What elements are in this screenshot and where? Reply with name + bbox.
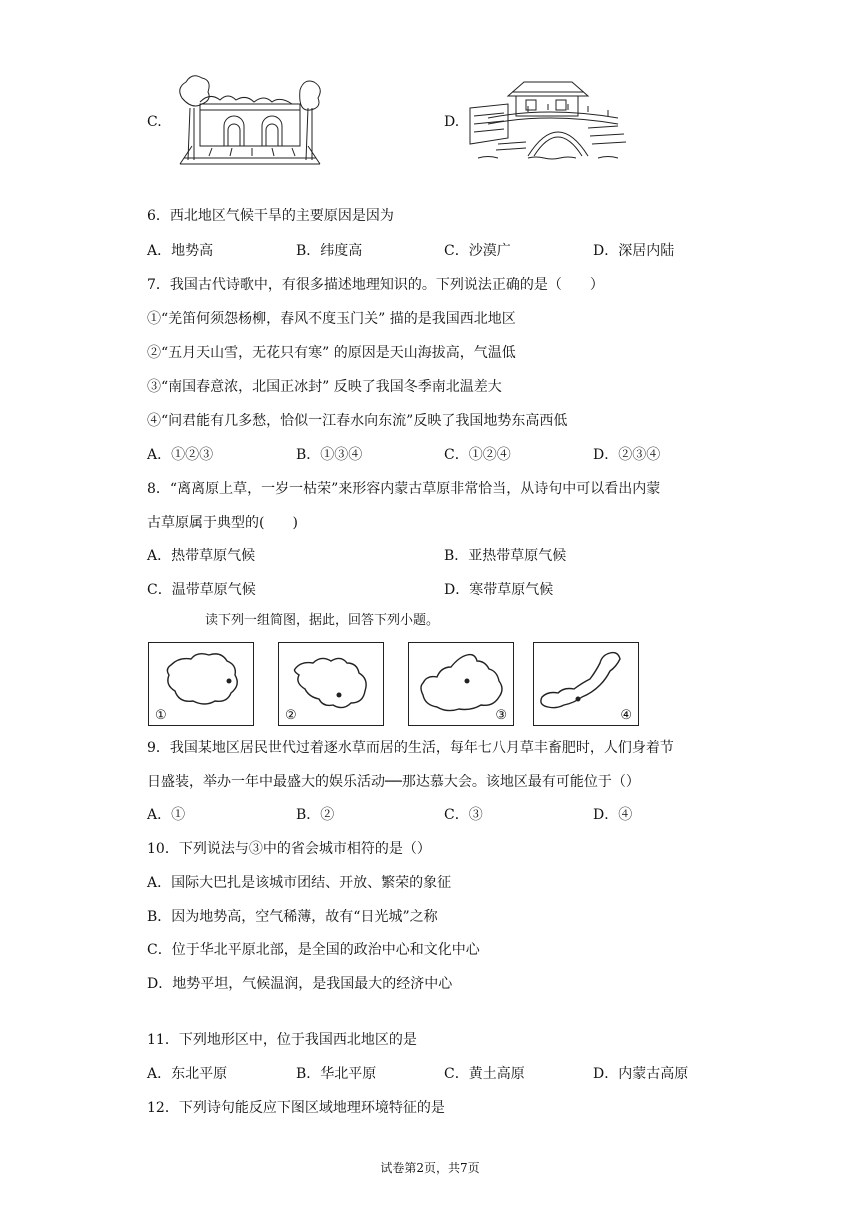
map-group-intro: 读下列一组简图，据此，回答下列小题。 (205, 613, 440, 628)
q11-option-c[interactable]: C．黄土高原 (444, 1066, 525, 1082)
q7-option-c[interactable]: C．①②④ (444, 447, 511, 463)
q9-option-b[interactable]: B．② (296, 807, 335, 823)
question-6-stem: 6．西北地区气候干旱的主要原因是因为 (147, 208, 394, 224)
q11-option-b[interactable]: B．华北平原 (296, 1066, 377, 1082)
question-10-stem: 10．下列说法与③中的省会城市相符的是（） (147, 841, 431, 857)
q7-option-a[interactable]: A．①②③ (147, 447, 214, 463)
q9-option-d[interactable]: D．④ (593, 807, 633, 823)
map-number-3: ③ (495, 708, 507, 723)
q10-option-a[interactable]: A．国际大巴扎是该城市团结、开放、繁荣的象征 (147, 875, 452, 891)
building-arch-sketch-icon (172, 68, 324, 168)
question-8-stem-line2: 古草原属于典型的( ) (147, 515, 298, 531)
q7-option-d[interactable]: D．②③④ (593, 447, 661, 463)
q6-option-c[interactable]: C．沙漠广 (444, 243, 511, 259)
option-d-label: D. (444, 114, 460, 130)
map-box-1 (148, 642, 254, 726)
q7-item-2: ②“五月天山雪，无花只有寒” 的原因是天山海拔高，气温低 (147, 345, 516, 361)
map-box-4 (533, 642, 639, 726)
map-box-3 (408, 642, 514, 726)
q8-option-b[interactable]: B．亚热带草原气候 (444, 548, 567, 564)
q6-option-a[interactable]: A．地势高 (147, 243, 214, 259)
question-12-stem: 12．下列诗句能反应下图区域地理环境特征的是 (147, 1100, 445, 1116)
question-7-stem: 7．我国古代诗歌中，有很多描述地理知识的。下列说法正确的是（ ） (147, 277, 604, 293)
q11-option-d[interactable]: D．内蒙古高原 (593, 1066, 689, 1082)
question-9-stem-line1: 9．我国某地区居民世代过着逐水草而居的生活，每年七八月草丰畜肥时，人们身着节 (147, 740, 674, 756)
map-number-4: ④ (620, 708, 632, 723)
q9-option-a[interactable]: A．① (147, 807, 186, 823)
q6-option-b[interactable]: B．纬度高 (296, 243, 363, 259)
question-8-stem-line1: 8．“离离原上草，一岁一枯荣”来形容内蒙古草原非常恰当，从诗句中可以看出内蒙 (147, 481, 661, 497)
q10-option-b[interactable]: B．因为地势高，空气稀薄，故有“日光城”之称 (147, 909, 438, 925)
q10-option-c[interactable]: C．位于华北平原北部，是全国的政治中心和文化中心 (147, 942, 480, 958)
q7-item-1: ①“羌笛何须怨杨柳，春风不度玉门关” 描的是我国西北地区 (147, 311, 516, 327)
q7-item-4: ④“问君能有几多愁，恰似一江春水向东流”反映了我国地势东高西低 (147, 413, 568, 429)
q8-option-a[interactable]: A．热带草原气候 (147, 548, 256, 564)
stone-bridge-house-sketch-icon (468, 78, 630, 162)
q8-option-d[interactable]: D．寒带草原气候 (444, 582, 554, 598)
q9-option-c[interactable]: C．③ (444, 807, 483, 823)
map-number-2: ② (285, 708, 297, 723)
map-box-2 (278, 642, 384, 726)
q10-option-d[interactable]: D．地势平坦，气候温润，是我国最大的经济中心 (147, 976, 453, 992)
q11-option-a[interactable]: A．东北平原 (147, 1066, 228, 1082)
q7-item-3: ③“南国春意浓，北国正冰封” 反映了我国冬季南北温差大 (147, 379, 502, 395)
question-11-stem: 11．下列地形区中，位于我国西北地区的是 (147, 1032, 417, 1048)
q8-option-c[interactable]: C．温带草原气候 (147, 582, 256, 598)
q7-option-b[interactable]: B．①③④ (296, 447, 363, 463)
map-number-1: ① (155, 708, 167, 723)
option-c-label: C. (147, 114, 162, 130)
q6-option-d[interactable]: D．深居内陆 (593, 243, 675, 259)
page-footer: 试卷第2页，共7页 (380, 1161, 480, 1175)
question-9-stem-line2: 日盛装，举办一年中最盛大的娱乐活动──那达慕大会。该地区最有可能位于（） (147, 774, 640, 790)
